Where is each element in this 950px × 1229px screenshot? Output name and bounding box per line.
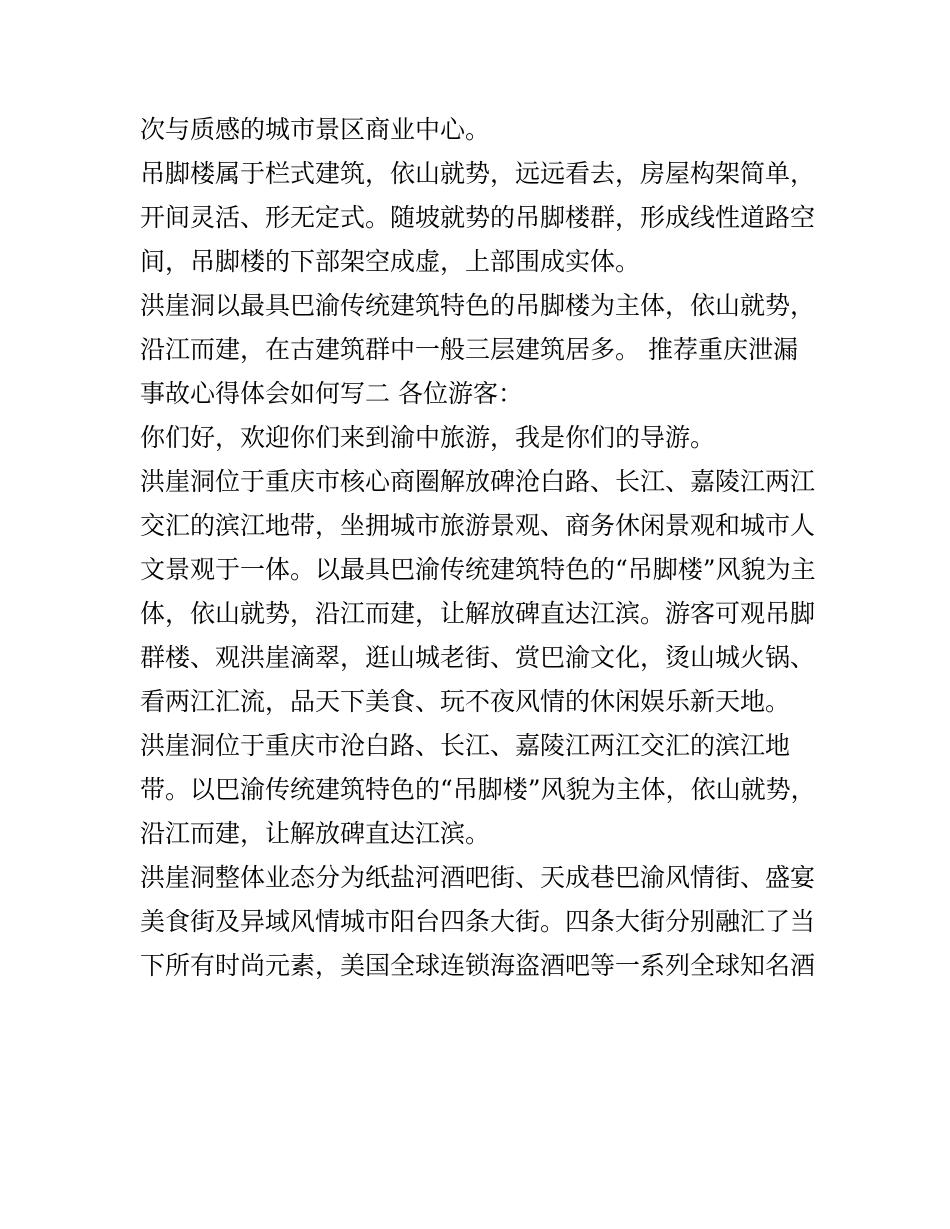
body-text <box>140 108 830 988</box>
text-line: 下所有时尚元素，美国全球连锁海盗酒吧等一系列全球知名酒 <box>140 951 816 980</box>
text-line: 沿江而建，在古建筑群中一般三层建筑居多。 推荐重庆泄漏 <box>140 335 798 364</box>
text-line: 美食街及异域风情城市阳台四条大街。四条大街分别融汇了当 <box>140 907 816 936</box>
text-line: 间，吊脚楼的下部架空成虚，上部围成实体。 <box>140 247 641 276</box>
text-line: 交汇的滨江地带，坐拥城市旅游景观、商务休闲景观和城市人 <box>140 511 816 540</box>
text-line: 洪崖洞位于重庆市沧白路、长江、嘉陵江两江交汇的滨江地 <box>140 731 791 760</box>
text-line: 吊脚楼属于栏式建筑，依山就势，远远看去，房屋构架简单， <box>140 159 816 188</box>
text-line: 事故心得体会如何写二 各位游客： <box>140 379 523 408</box>
text-line: 看两江汇流，品天下美食、玩不夜风情的休闲娱乐新天地。 <box>140 687 791 716</box>
text-line: 文景观于一体。以最具巴渝传统建筑特色的“吊脚楼”风貌为主 <box>140 555 816 584</box>
text-line: 沿江而建，让解放碑直达江滨。 <box>140 819 491 848</box>
text-line: 群楼、观洪崖滴翠，逛山城老街、赏巴渝文化，烫山城火锅、 <box>140 643 816 672</box>
text-line: 开间灵活、形无定式。随坡就势的吊脚楼群，形成线性道路空 <box>140 203 816 232</box>
text-line: 体，依山就势，沿江而建，让解放碑直达江滨。游客可观吊脚 <box>140 599 816 628</box>
text-line: 次与质感的城市景区商业中心。 <box>140 115 491 144</box>
text-line: 洪崖洞整体业态分为纸盐河酒吧街、天成巷巴渝风情街、盛宴 <box>140 863 816 892</box>
text-line: 你们好，欢迎你们来到渝中旅游，我是你们的导游。 <box>140 423 716 452</box>
text-line: 洪崖洞以最具巴渝传统建筑特色的吊脚楼为主体，依山就势， <box>140 291 816 320</box>
text-line: 带。以巴渝传统建筑特色的“吊脚楼”风貌为主体，依山就势， <box>140 775 816 804</box>
text-line: 洪崖洞位于重庆市核心商圈解放碑沧白路、长江、嘉陵江两江 <box>140 467 816 496</box>
